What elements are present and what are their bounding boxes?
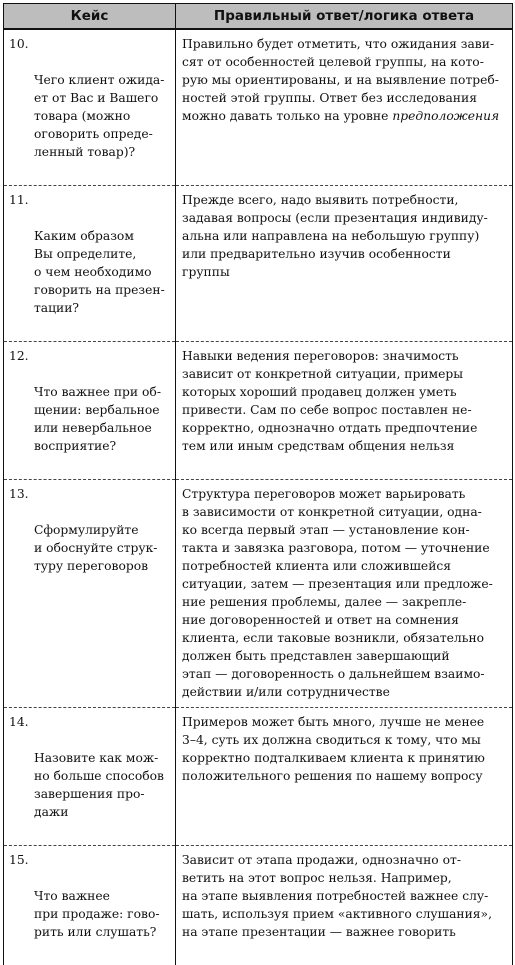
- case-question: Что важнее при продаже: гово- рить или слушать?: [34, 887, 170, 941]
- table-row: [4, 342, 513, 480]
- header-answer: Правильный ответ/логика ответа: [176, 4, 513, 30]
- table-row: [4, 480, 513, 708]
- question-cell: [4, 708, 176, 846]
- case-number: 10.: [9, 35, 29, 53]
- case-answer: Примеров может быть много, лучше не менее 3–4, суть их должна сводиться к тому, что мы корректно подталкиваем клиента к принятию положительного решения по нашему вопросу: [182, 713, 507, 785]
- case-number: 14.: [9, 713, 29, 731]
- table-header-row: [4, 4, 513, 30]
- case-number: 13.: [9, 485, 29, 503]
- case-question: Что важнее при об- щении: вербальное или невербальное восприятие?: [34, 383, 170, 455]
- case-number: 12.: [9, 347, 29, 365]
- case-question: Назовите как мож- но больше способов завершения про- дажи: [34, 749, 170, 821]
- answer-cell: [176, 29, 513, 186]
- table-row: [4, 29, 513, 186]
- case-number: 11.: [9, 191, 29, 209]
- table-row: [4, 708, 513, 846]
- case-answer: Структура переговоров может варьировать в зависимости от конкретной ситуации, одна- ко всегда первый этап — установление кон- такта и завязка разговора, потом — уточнение потребностей клиента или сложившейся ситуации, затем — презентация или предложе- ние решения проблемы, далее — закрепле- ние договоренностей и ответ на сомнения клиента, если таковые возникли, обязательно должен быть представлен завершающий этап — договоренность о дальнейшем взаимо- действии и/или сотрудничестве: [182, 485, 507, 701]
- question-cell: [4, 342, 176, 480]
- case-answer: Навыки ведения переговоров: значимость зависит от конкретной ситуации, примеры которых хороший продавец должен уметь привести. Сам по себе вопрос поставлен не- корректно, однозначно отдать предпочтение тем или иным средствам общения нельзя: [182, 347, 507, 455]
- table-row: [4, 186, 513, 342]
- question-cell: [4, 846, 176, 965]
- case-answer: Зависит от этапа продажи, однозначно от- ветить на этот вопрос нельзя. Например, на этапе выявления потребностей важнее слу- шать, используя прием «активного слушания», на этапе презентации — важнее говорить: [182, 851, 507, 941]
- answer-cell: [176, 186, 513, 342]
- case-question: Чего клиент ожида- ет от Вас и Вашего товара (можно оговорить опреде- ленный товар)?: [34, 71, 170, 161]
- case-answer-emphasis: предположения: [392, 109, 499, 123]
- question-cell: [4, 186, 176, 342]
- case-number: 15.: [9, 851, 29, 869]
- question-cell: [4, 480, 176, 708]
- case-answer: Прежде всего, надо выявить потребности, задавая вопросы (если презентация индивиду- альна или направлена на небольшую группу) или предварительно изучив особенности группы: [182, 191, 507, 281]
- case-answer: Правильно будет отметить, что ожидания зави- сят от особенностей целевой группы, на кото- рую мы ориентированы, и на выявление потреб- ностей этой группы. Ответ без исследования можно давать только на уровне: [182, 37, 499, 123]
- header-case: Кейс: [4, 4, 176, 30]
- case-question: Сформулируйте и обоснуйте струк- туру переговоров: [34, 521, 170, 575]
- case-question: Каким образом Вы определите, о чем необходимо говорить на презен- тации?: [34, 227, 170, 317]
- answer-cell: [176, 480, 513, 708]
- answer-cell: [176, 708, 513, 846]
- table-row: [4, 846, 513, 965]
- answer-cell: [176, 342, 513, 480]
- question-cell: [4, 29, 176, 186]
- answer-cell: [176, 846, 513, 965]
- cases-table: [3, 3, 513, 965]
